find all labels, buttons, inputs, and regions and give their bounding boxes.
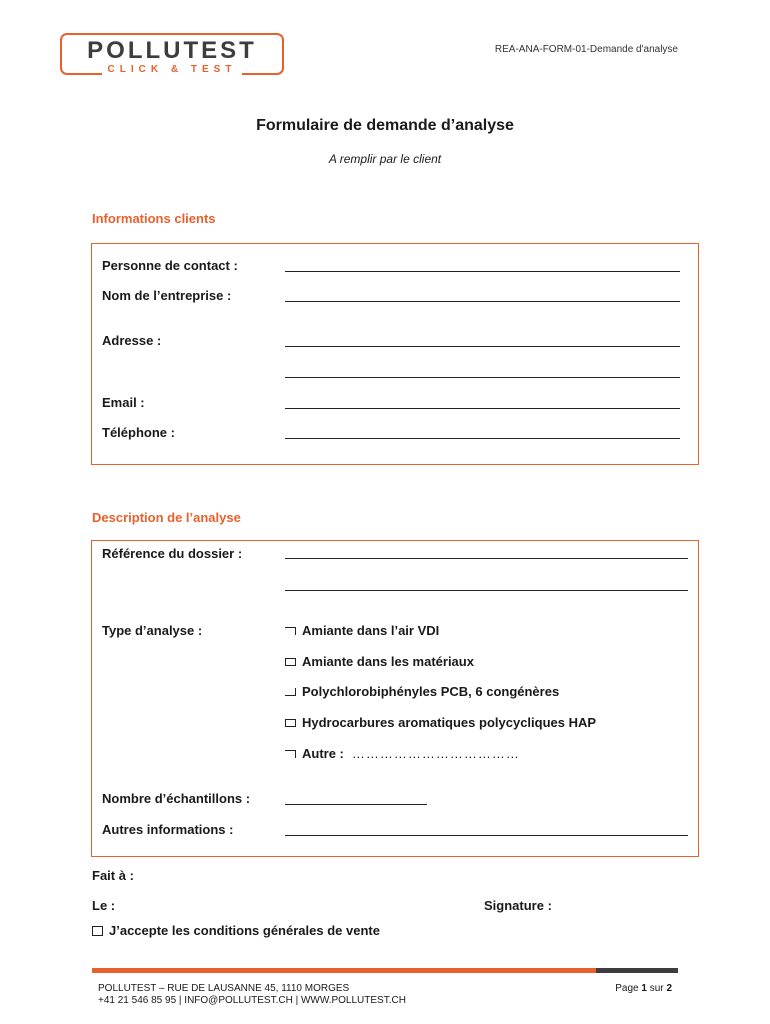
- company-field[interactable]: [285, 301, 680, 302]
- email-label: Email :: [102, 395, 145, 410]
- samples-label: Nombre d’échantillons :: [102, 791, 251, 806]
- logo-tagline-text: CLICK & TEST: [102, 64, 243, 75]
- done-at-label: Fait à :: [92, 868, 134, 883]
- signature-label: Signature :: [484, 898, 552, 913]
- page-number: [615, 983, 672, 994]
- analysis-section-title: Description de l’analyse: [92, 510, 241, 525]
- client-info-box: [91, 243, 699, 465]
- document-reference: REA-ANA-FORM-01-Demande d'analyse: [494, 44, 678, 55]
- checkbox-icon[interactable]: [285, 719, 296, 727]
- address-field-line-1[interactable]: [285, 346, 680, 347]
- checkbox-icon[interactable]: [285, 658, 296, 666]
- address-field-line-2[interactable]: [285, 377, 680, 378]
- reference-field-line-2[interactable]: [285, 590, 688, 591]
- footer-divider: [92, 968, 678, 973]
- address-label: Adresse :: [102, 333, 162, 348]
- other-info-field[interactable]: [285, 835, 688, 836]
- contact-label: Personne de contact :: [102, 258, 238, 273]
- page-middle: sur: [649, 983, 664, 994]
- other-info-label: Autres informations :: [102, 822, 234, 837]
- accept-terms-label: J’accepte les conditions générales de vente: [109, 923, 380, 938]
- pollutest-logo: [60, 33, 284, 75]
- logo-wordmark: POLLUTEST: [87, 37, 257, 64]
- phone-label: Téléphone :: [102, 425, 175, 440]
- contact-field[interactable]: [285, 271, 680, 272]
- page-title: Formulaire de demande d’analyse: [256, 117, 514, 134]
- page-current: 1: [641, 983, 647, 994]
- checkbox-icon[interactable]: [285, 750, 296, 758]
- checkbox-icon[interactable]: [92, 926, 103, 936]
- page-total: 2: [666, 983, 672, 994]
- footer-contact-line: +41 21 546 85 95 | INFO@POLLUTEST.CH | WWW.POLLUTEST.CH: [98, 995, 406, 1006]
- accept-terms[interactable]: [92, 923, 380, 938]
- option-pcb[interactable]: [285, 684, 559, 699]
- option-amiante-materiaux[interactable]: [285, 654, 474, 669]
- option-label: Amiante dans l’air VDI: [302, 623, 440, 638]
- footer-address: [98, 983, 406, 1007]
- option-hap[interactable]: [285, 715, 596, 730]
- date-label: Le :: [92, 898, 116, 913]
- email-field[interactable]: [285, 408, 680, 409]
- checkbox-icon[interactable]: [285, 627, 296, 635]
- option-label: Polychlorobiphényles PCB, 6 congénères: [302, 684, 560, 699]
- autre-dotted-field[interactable]: ………………………………: [351, 746, 520, 761]
- footer-address-line: POLLUTEST – RUE DE LAUSANNE 45, 1110 MORGES: [98, 983, 350, 994]
- checkbox-icon[interactable]: [285, 688, 296, 696]
- analysis-type-label: Type d’analyse :: [102, 623, 203, 638]
- reference-label: Référence du dossier :: [102, 546, 243, 561]
- option-label: Hydrocarbures aromatiques polycycliques HAP: [302, 715, 597, 730]
- option-label: Amiante dans les matériaux: [302, 654, 474, 669]
- logo-tagline: [62, 64, 282, 75]
- footer-divider-accent: [596, 968, 678, 973]
- page-prefix: Page: [615, 983, 639, 994]
- option-amiante-air[interactable]: [285, 623, 439, 638]
- page-subtitle: A remplir par le client: [328, 152, 442, 166]
- option-label: Autre :: [302, 746, 344, 761]
- samples-field[interactable]: [285, 804, 427, 805]
- reference-field-line-1[interactable]: [285, 558, 688, 559]
- client-section-title: Informations clients: [92, 211, 216, 226]
- company-label: Nom de l’entreprise :: [102, 288, 232, 303]
- phone-field[interactable]: [285, 438, 680, 439]
- option-autre[interactable]: [285, 746, 520, 761]
